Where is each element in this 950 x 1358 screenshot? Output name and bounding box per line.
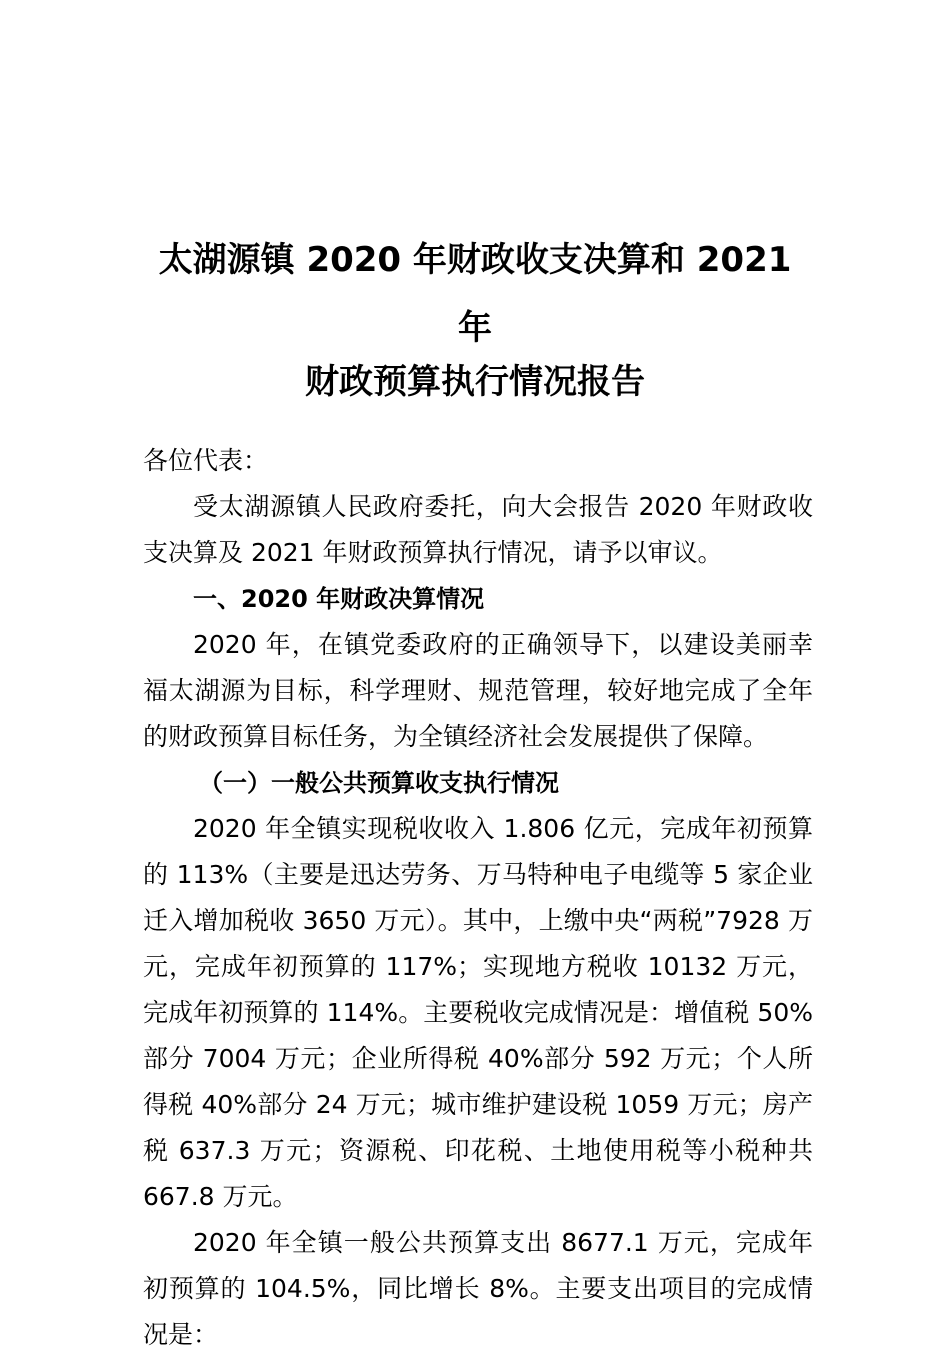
paragraph-intro: 受太湖源镇人民政府委托，向大会报告 2020 年财政收支决算及 2021 年财政预算执行情况，请予以审议。 bbox=[143, 492, 813, 567]
report-body bbox=[143, 438, 813, 1358]
salutation: 各位代表： bbox=[143, 446, 269, 475]
paragraph-tax-revenue: 2020 年全镇实现税收收入 1.806 亿元，完成年初预算的 113%（主要是迅达劳务、万马特种电子电缆等 5 家企业迁入增加税收 3650 万元）。其中，上缴中央“两税”7928 万元，完成年初预算的 117%；实现地方税收 10132 万元，完成年初预算的 114%。主要税收完成情况是：增值税 50%部分 7004 万元；企业所得税 40%部分 592 万元；个人所得税 40%部分 24 万元；城市维护建设税 1059 万元；房产税 637.3 万元；资源税、印花税、土地使用税等小税种共 667.8 万元。 bbox=[143, 814, 813, 1211]
report-title-line-1: 太湖源镇 2020 年财政收支决算和 2021 bbox=[158, 240, 792, 280]
report-title-line-2: 年 bbox=[458, 308, 492, 348]
paragraph-overview: 2020 年，在镇党委政府的正确领导下，以建设美丽幸福太湖源为目标，科学理财、规范管理，较好地完成了全年的财政预算目标任务，为全镇经济社会发展提供了保障。 bbox=[143, 630, 813, 751]
report-title-line-3: 财政预算执行情况报告 bbox=[305, 362, 645, 402]
section-heading-1: 一、2020 年财政决算情况 bbox=[193, 585, 485, 613]
paragraph-expenditure: 2020 年全镇一般公共预算支出 8677.1 万元，完成年初预算的 104.5%，同比增长 8%。主要支出项目的完成情况是： bbox=[143, 1228, 813, 1349]
subsection-heading-1: （一）一般公共预算收支执行情况 bbox=[199, 769, 559, 797]
